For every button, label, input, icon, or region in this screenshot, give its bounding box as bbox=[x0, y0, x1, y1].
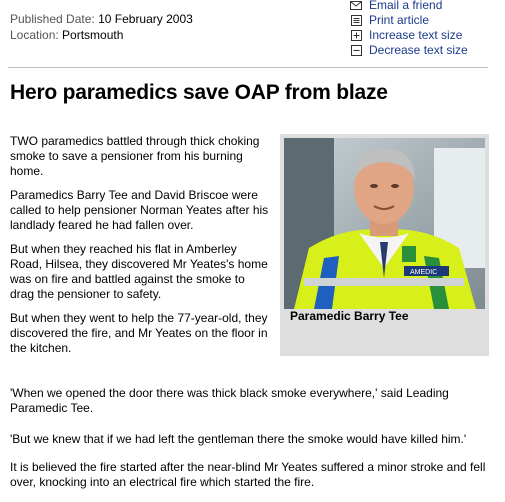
published-date bbox=[10, 11, 193, 27]
paragraph: But when they went to help the 77-year-old, they discovered the fire, and Mr Yeates on the floor in the kitchen. bbox=[10, 311, 268, 355]
envelope-icon bbox=[349, 0, 363, 12]
location-value: Portsmouth bbox=[62, 28, 124, 42]
paragraph: 'But we knew that if we had left the gentleman there the smoke would have killed him.' bbox=[10, 432, 467, 446]
paragraph: Paramedics Barry Tee and David Briscoe were called to help pensioner Norman Yeates after his landlady feared he had fallen over. bbox=[10, 188, 269, 232]
paragraph: It is believed the fire started after the near-blind Mr Yeates suffered a minor stroke and fell over, knocking into an electrical fire which started the fire. bbox=[10, 460, 486, 489]
published-label: Published Date: bbox=[10, 12, 95, 26]
paragraph: 'When we opened the door there was thick black smoke everywhere,' said Leading Paramedic Tee. bbox=[10, 386, 449, 415]
photo-panel bbox=[280, 134, 489, 356]
print-icon bbox=[349, 15, 363, 27]
article-meta bbox=[10, 11, 193, 43]
location bbox=[10, 27, 193, 43]
paragraph: But when they reached his flat in Amberley Road, Hilsea, they discovered Mr Yeates's home was on fire and battled against the smoke to drag the pensioner to safety. bbox=[10, 242, 268, 301]
article-tools bbox=[349, 0, 468, 58]
email-friend-label[interactable]: Email a friend bbox=[369, 0, 443, 12]
increase-text-size-label[interactable]: Increase text size bbox=[369, 28, 463, 42]
print-article-link[interactable] bbox=[349, 13, 468, 28]
increase-text-size-link[interactable] bbox=[349, 28, 468, 43]
paragraph: TWO paramedics battled through thick choking smoke to save a pensioner from his burning home. bbox=[10, 134, 260, 178]
minus-box-icon bbox=[349, 45, 363, 57]
decrease-text-size-link[interactable] bbox=[349, 43, 468, 58]
plus-box-icon bbox=[349, 30, 363, 42]
article-body-column bbox=[10, 134, 272, 365]
email-friend-link[interactable] bbox=[349, 0, 468, 13]
paramedic-photo bbox=[284, 138, 485, 309]
print-article-label[interactable]: Print article bbox=[369, 13, 430, 27]
article-headline: Hero paramedics save OAP from blaze bbox=[10, 81, 388, 104]
badge-text: AMEDIC bbox=[410, 269, 438, 276]
decrease-text-size-label[interactable]: Decrease text size bbox=[369, 43, 468, 57]
published-value: 10 February 2003 bbox=[98, 12, 193, 26]
header-divider bbox=[8, 67, 488, 68]
photo-caption: Paramedic Barry Tee bbox=[290, 309, 409, 323]
location-label: Location: bbox=[10, 28, 59, 42]
